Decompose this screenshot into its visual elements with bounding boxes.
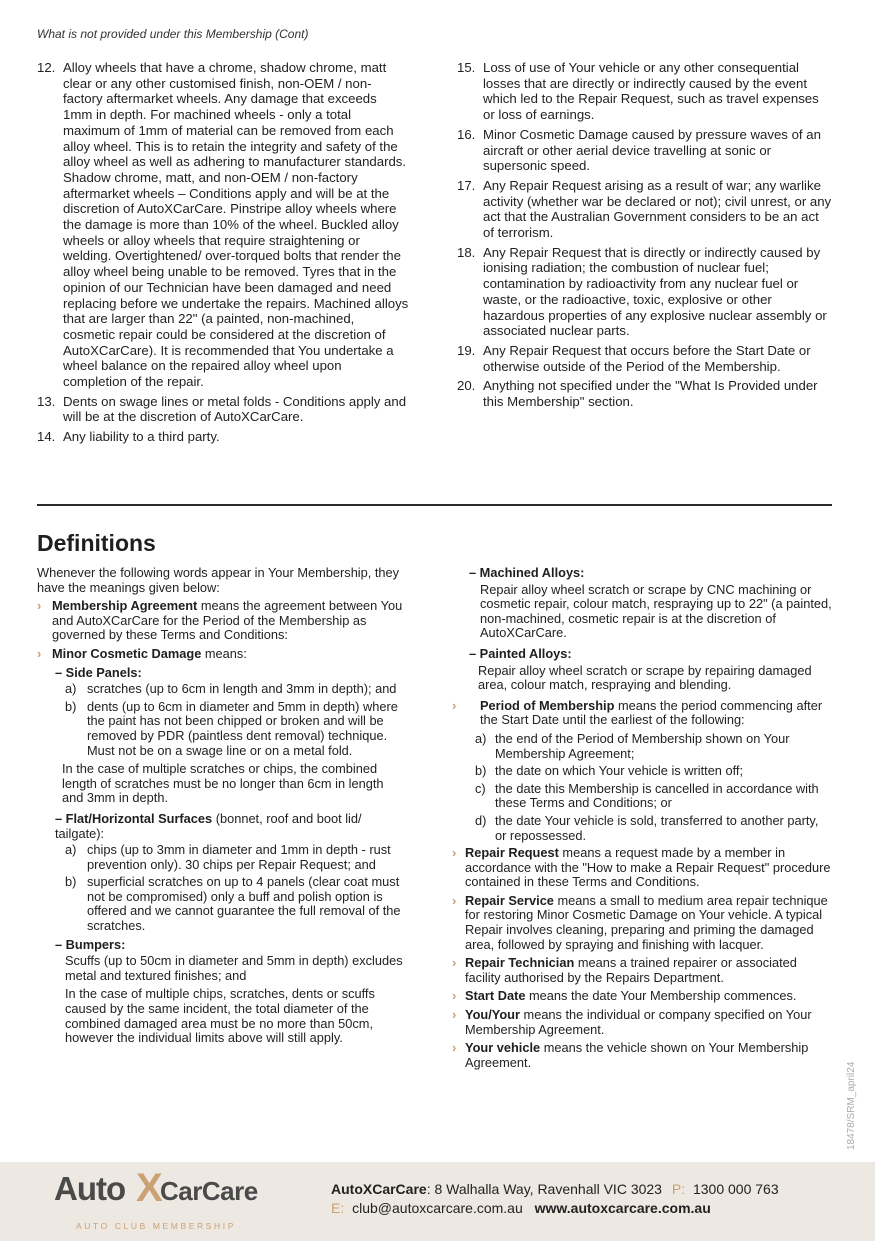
exclusions-list-right — [457, 60, 832, 410]
def-repair-request: › Repair Request means a request made by a member in accordance with the "How to make a Repair Request" procedure contained in these Terms and Conditions. — [452, 845, 831, 890]
chevron-right-icon: › — [452, 955, 457, 971]
exclusion-item — [457, 127, 832, 174]
bumpers-p2: In the case of multiple chips, scratches, dents or scuffs caused by the same incident, the total diameter of the combined damaged area must be no more than 50cm, however the individual limits above will still apply. — [65, 986, 375, 1046]
side-panels-label: – Side Panels: — [55, 664, 142, 680]
footer-contact: E: club@autoxcarcare.com.au www.autoxcarcare.com.au — [331, 1200, 711, 1216]
exclusion-text: Anything not specified under the "What Is Provided under this Membership" section. — [483, 378, 818, 410]
footer-address: AutoXCarCare: 8 Walhalla Way, Ravenhall VIC 3023 P: 1300 000 763 — [331, 1181, 779, 1197]
exclusion-text: Any liability to a third party. — [63, 429, 220, 445]
machined-alloys-label: – Machined Alloys: — [469, 565, 585, 580]
exclusions-left-column — [37, 60, 409, 449]
def-repair-technician: › Repair Technician means a trained repairer or associated facility authorised by the Repairs Department. — [452, 955, 797, 985]
exclusion-text: Minor Cosmetic Damage caused by pressure waves of an aircraft or other aerial device travelling at sonic or supersonic speed. — [483, 126, 821, 174]
def-text: means the agreement between You and AutoXCarCare for the Period of the Membership as governed by these Terms and Conditions: — [52, 598, 403, 643]
side-panels-item-b: b) dents (up to 6cm in diameter and 5mm in depth) where the paint has not been chipped or broken and will be removed by PDR (paintless dent removal) technique. Must not be on a swage line or on a metal fold. — [65, 698, 398, 758]
exclusion-text: Loss of use of Your vehicle or any other consequential losses that are directly or indirectly caused by the event which led to the Repair Request, such as travel expenses or loss of earnings. — [483, 60, 819, 123]
chevron-right-icon: › — [452, 1007, 457, 1023]
website-link[interactable]: www.autoxcarcare.com.au — [534, 1200, 711, 1216]
def-you-your: › You/Your means the individual or company specified on Your Membership Agreement. — [452, 1007, 812, 1037]
def-text: means: — [201, 645, 247, 661]
chevron-right-icon: › — [452, 845, 457, 861]
section-divider — [37, 504, 832, 506]
painted-alloys-text: Repair alloy wheel scratch or scrape by repairing damaged area, colour match, respraying and blending. — [478, 662, 812, 693]
exclusion-number: 15. — [457, 60, 476, 75]
period-item-d: d) the date Your vehicle is sold, transferred to another party, or repossessed. — [475, 812, 819, 843]
definitions-title: Definitions — [37, 530, 156, 556]
chevron-right-icon: › — [452, 1040, 457, 1056]
def-membership-agreement — [37, 599, 407, 643]
exclusion-number: 16. — [457, 126, 476, 142]
def-your-vehicle: › Your vehicle means the vehicle shown on Your Membership Agreement. — [452, 1040, 809, 1070]
exclusion-text: Any Repair Request that occurs before the Start Date or otherwise outside of the Period of the Membership. — [483, 342, 811, 374]
definitions-intro: Whenever the following words appear in Your Membership, they have the meanings given below: — [37, 565, 400, 595]
brand-logo: Auto X CarCare AUTO CLUB MEMBERSHIP — [54, 1166, 258, 1231]
document-code: 18478/SRM_april24 — [846, 1061, 857, 1150]
exclusions-list-left — [37, 60, 409, 445]
exclusion-item — [37, 60, 409, 390]
exclusion-number: 17. — [457, 177, 476, 193]
exclusion-number: 14. — [37, 429, 56, 445]
definitions-right-column — [452, 565, 833, 1074]
exclusion-number: 19. — [457, 342, 476, 358]
exclusion-item — [457, 343, 832, 374]
period-item-a: a) the end of the Period of Membership shown on Your Membership Agreement; — [475, 730, 790, 761]
section-header: What is not provided under this Membership (Cont) — [37, 27, 309, 41]
def-start-date: › Start Date means the date Your Membership commences. — [452, 988, 797, 1004]
exclusion-item — [37, 429, 409, 445]
exclusion-text: Any Repair Request arising as a result of war; any warlike activity (whether war be declared or not); civil unrest, or any act that the Australian Government considers to be an act of terrorism. — [483, 177, 832, 241]
exclusion-item — [457, 378, 832, 409]
exclusion-text: Dents on swage lines or metal folds - Conditions apply and will be at the discretion of AutoXCarCare. — [63, 393, 407, 425]
def-repair-service: › Repair Service means a small to medium area repair technique for restoring Minor Cosmetic Damage on Your vehicle. A typical Repair involves cleaning, preparing and priming the damaged area, followed by spraying and finishing with lacquer. — [452, 892, 828, 952]
period-item-b: b) the date on which Your vehicle is written off; — [475, 763, 744, 779]
email-link[interactable]: club@autoxcarcare.com.au — [352, 1200, 523, 1216]
chevron-right-icon: › — [37, 598, 42, 614]
definitions-left-column — [37, 566, 407, 1050]
chevron-right-icon: › — [452, 697, 457, 713]
exclusions-right-column — [457, 60, 832, 414]
machined-alloys-text: Repair alloy wheel scratch or scrape by CNC machining or cosmetic repair, colour match, respraying up to 22" (a painted, non-machined, cosmetic repair is at the discretion of AutoXCarCare. — [480, 581, 832, 641]
exclusion-number: 12. — [37, 60, 56, 75]
chevron-right-icon: › — [452, 892, 457, 908]
painted-alloys-label: – Painted Alloys: — [469, 645, 572, 661]
exclusion-number: 13. — [37, 393, 56, 409]
flat-surfaces-label: – Flat/Horizontal Surfaces (bonnet, roof and boot lid/ tailgate): — [55, 810, 362, 841]
exclusion-item — [457, 178, 832, 241]
flat-surfaces-item-a: a) chips (up to 3mm in diameter and 1mm in depth - rust prevention only). 30 chips per Repair Request; and — [65, 842, 391, 872]
exclusion-number: 20. — [457, 378, 476, 394]
def-minor-cosmetic-damage — [37, 647, 407, 662]
bumpers-label: – Bumpers: — [55, 936, 126, 952]
def-period-of-membership: › Period of Membership means the period commencing after the Start Date until the earliest of the following: — [452, 697, 823, 728]
exclusion-number: 18. — [457, 244, 476, 260]
exclusion-item — [457, 245, 832, 339]
side-panels-item-a: a) scratches (up to 6cm in length and 3mm in depth); and — [65, 681, 397, 697]
exclusion-item — [37, 394, 409, 425]
chevron-right-icon: › — [452, 988, 457, 1004]
exclusion-item — [457, 60, 832, 123]
bumpers-p1: Scuffs (up to 50cm in diameter and 5mm in depth) excludes metal and textured finishes; and — [65, 953, 403, 983]
def-term: Membership Agreement — [52, 598, 198, 614]
flat-surfaces-item-b: b) superficial scratches on up to 4 panels (clear coat must not be compromised) only a buff and polish option is offered and we cannot guarantee the full removal of the scratches. — [65, 874, 401, 934]
side-panels-note: In the case of multiple scratches or chips, the combined length of scratches must be no longer than 6cm in length and 3mm in depth. — [62, 761, 384, 806]
chevron-right-icon: › — [37, 645, 42, 661]
exclusion-text: Alloy wheels that have a chrome, shadow chrome, matt clear or any other customised finish, non-OEM / non-factory aftermarket wheels. Any damage that exceeds 1mm in depth. For machined wheels - only a total maximum of 1mm of material can be removed from each alloy wheel. This is to retain the integrity and safety of the alloy wheel as well as adhering to manufacturer standards. Shadow chrome, matt, and non-OEM / non-factory aftermarket wheels – Conditions apply and will be at the discretion of AutoXCarCare. Pinstripe alloy wheels where the damage is more than 10% of the wheel. Buckled alloy wheels or alloy wheels that require straightening or welding. Overtightened/ over-torqued bolts that render the alloy wheel being unable to be removed. Tyres that in the opinion of our Technician have been damaged and need replacing before we undertake the repairs. Machined alloys that are larger than 22" (a painted, non-machined, cosmetic repair could be considered at the discretion of AutoXCarCare). It is recommended that You undertake a wheel balance on the repaired alloy wheel upon completion of the repair. — [63, 60, 409, 390]
exclusion-text: Any Repair Request that is directly or indirectly caused by ionising radiation; the combustion of nuclear fuel; contamination by radioactivity from any nuclear fuel or waste, or the radioactive, toxic, explosive or other hazardous properties of any explosive nuclear assembly or associated nuclear parts. — [483, 244, 827, 339]
def-term: Minor Cosmetic Damage — [52, 645, 202, 661]
phone-number: 1300 000 763 — [692, 1181, 779, 1197]
period-item-c: c) the date this Membership is cancelled in accordance with these Terms and Conditions; or — [475, 780, 819, 811]
